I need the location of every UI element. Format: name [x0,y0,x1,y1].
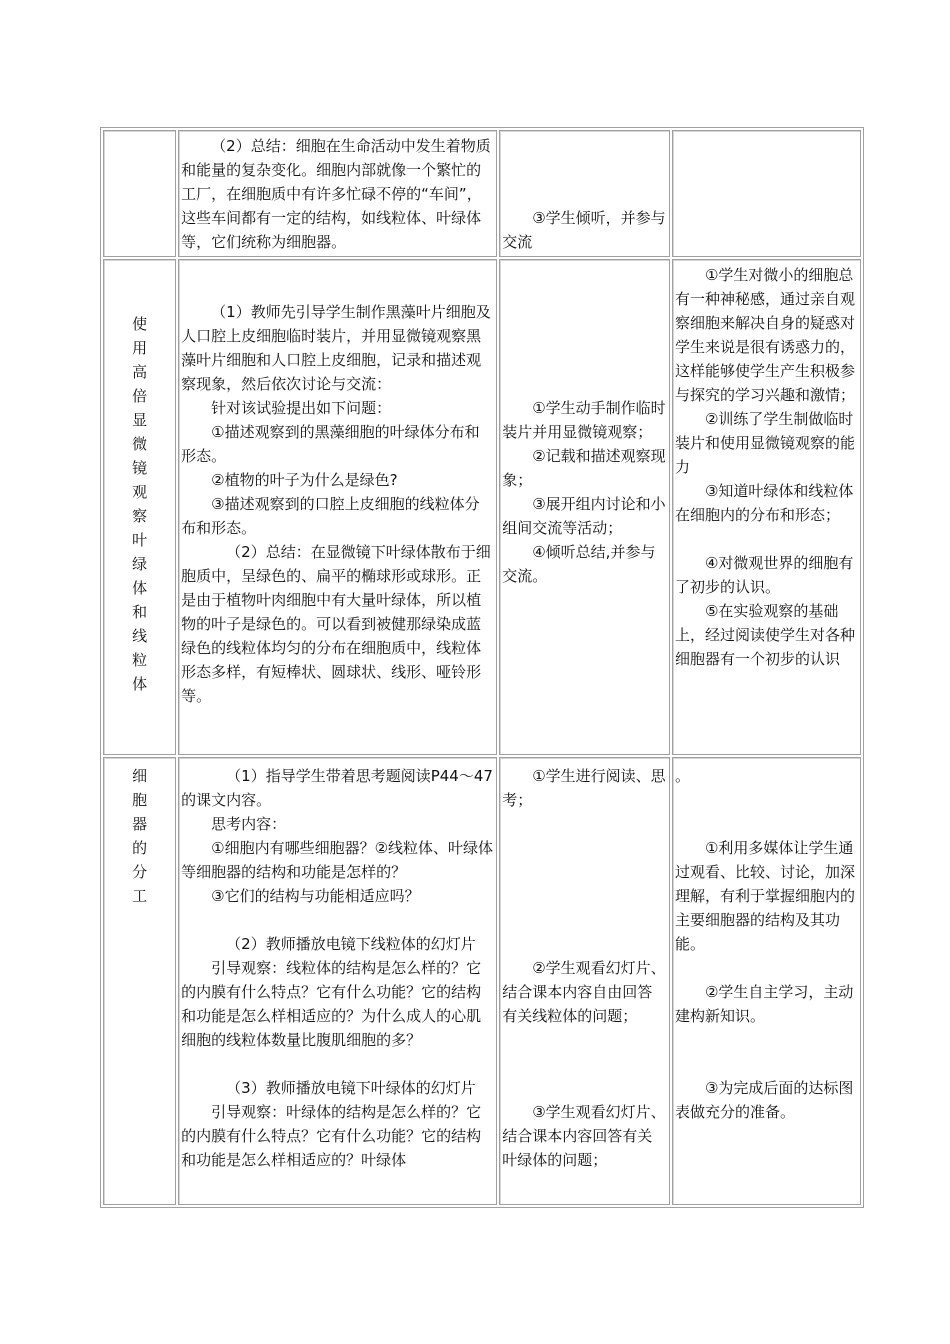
student-paragraph: ③学生倾听，并参与交流 [502,209,666,251]
teacher-activity-cell [178,259,497,755]
purpose-paragraph: ①学生对微小的细胞总有一种神秘感，通过亲自观察细胞来解决自身的疑惑对学生来说是很有诱惑力的，这样能够使学生产生积极参与探究的学习兴趣和激情； [674,266,855,404]
section-title-vertical [106,764,173,908]
teacher-paragraph: （3）教师播放电镜下叶绿体的幻灯片 [226,1079,476,1097]
section-title-char: 工 [132,887,148,905]
student-paragraph: ③学生观看幻灯片、结合课本内容回答有关叶绿体的问题； [502,1103,666,1169]
section-title-cell [103,130,176,257]
section-title-char: 器 [132,815,148,833]
section-title-char: 察 [132,507,148,525]
spacer [502,1028,667,1100]
student-paragraph: ④倾听总结,并参与交流。 [502,543,656,585]
student-paragraph: ①学生动手制作临时装片并用显微镜观察； [502,399,666,441]
section-title-char: 高 [132,363,148,381]
section-title-char: 用 [132,339,148,357]
teacher-paragraph: ①描述观察到的黑藻细胞的叶绿体分布和形态。 [181,423,480,465]
design-purpose-cell [672,130,861,257]
section-title-char: 绿 [132,555,148,573]
teacher-paragraph: （2）总结：细胞在生命活动中发生着物质和能量的复杂变化。细胞内部就像一个繁忙的工厂，在细胞质中有许多忙碌不停的“车间”，这些车间都有一定的结构，如线粒体、叶绿体等，它们统称为细胞器。 [181,137,491,251]
section-title-char: 粒 [132,651,148,669]
spacer [181,1052,494,1076]
student-activity-cell [499,757,670,1205]
section-title-char: 显 [132,411,148,429]
section-title-char: 线 [132,627,148,645]
teacher-paragraph: （2）总结：在显微镜下叶绿体散布于细胞质中，呈绿色的、扁平的椭球形或球形。正是由于植物叶肉细胞中有大量叶绿体，所以植物的叶子是绿色的。可以看到被健那绿染成蓝绿色的线粒体均匀的分布在细胞质中，线粒体形态多样，有短棒状、圆球状、线形、哑铃形等。 [181,543,491,705]
purpose-paragraph: ⑤在实验观察的基础上，经过阅读使学生对各种细胞器有一个初步的认识 [674,602,855,668]
teacher-paragraph: 引导观察：叶绿体的结构是怎么样的？它的内膜有什么特点？它有什么功能？它的结构和功能是怎么样相适应的？叶绿体 [181,1103,482,1169]
teacher-activity-cell [178,757,497,1205]
teacher-activity-cell [178,130,497,257]
student-activity-cell [499,259,670,755]
teacher-paragraph: ②植物的叶子为什么是绿色? [211,471,398,489]
spacer [181,908,494,932]
teacher-paragraph: （1）指导学生带着思考题阅读P44～47的课文内容。 [181,767,493,809]
section-title-char: 分 [132,863,148,881]
table-row [103,757,861,1205]
table-row [103,130,861,257]
section-title-char: 的 [132,839,148,857]
purpose-paragraph: ②训练了学生制做临时装片和使用显微镜观察的能力 [674,410,855,476]
section-title-char: 叶 [132,531,148,549]
section-title-char: 体 [132,579,148,597]
section-title-cell [103,757,176,1205]
purpose-paragraph: ③为完成后面的达标图表做充分的准备。 [674,1079,854,1121]
section-title-char: 体 [132,675,148,693]
section-title-vertical [106,312,173,696]
teacher-paragraph: ③它们的结构与功能相适应吗？ [211,887,420,905]
section-title-char: 和 [132,603,148,621]
purpose-paragraph: ③知道叶绿体和线粒体在细胞内的分布和形态； [674,482,854,524]
spacer [502,812,667,956]
purpose-paragraph: 。 [674,767,690,785]
teacher-paragraph: 思考内容： [211,815,287,833]
spacer [675,788,858,836]
design-purpose-cell [672,757,861,1205]
teacher-paragraph: 引导观察：线粒体的结构是怎么样的？它的内膜有什么特点？它有什么功能？它的结构和功能是怎么样相适应的？为什么成人的心肌细胞的线粒体数量比腹肌细胞的多？ [181,959,482,1049]
purpose-paragraph: ②学生自主学习，主动建构新知识。 [674,983,854,1025]
student-paragraph: ①学生进行阅读、思考； [502,767,666,809]
section-title-char: 镜 [132,459,148,477]
teacher-paragraph: ③描述观察到的口腔上皮细胞的线粒体分布和形态。 [181,495,480,537]
section-title-char: 微 [132,435,148,453]
teacher-paragraph: ①细胞内有哪些细胞器？②线粒体、叶绿体等细胞器的结构和功能是怎样的？ [181,839,494,881]
spacer [675,1028,858,1076]
spacer [675,527,858,551]
section-title-char: 倍 [132,387,148,405]
purpose-paragraph: ①利用多媒体让学生通过观看、比较、讨论，加深理解，有利于掌握细胞内的主要细胞器的结构及其功能。 [674,839,855,953]
section-title-char: 胞 [132,791,148,809]
student-paragraph: ②记载和描述观察现象； [502,447,666,489]
design-purpose-cell [672,259,861,755]
section-title-cell [103,259,176,755]
student-activity-cell [499,130,670,257]
table-row [103,259,861,755]
purpose-paragraph: ④对微观世界的细胞有了初步的认识。 [674,554,854,596]
section-title-char: 细 [132,767,148,785]
teacher-paragraph: （1）教师先引导学生制作黑藻叶片细胞及人口腔上皮细胞临时装片，并用显微镜观察黑藻叶片细胞和人口腔上皮细胞，记录和描述观察现象，然后依次讨论与交流： [181,303,491,393]
spacer [675,956,858,980]
section-title-char: 观 [132,483,148,501]
teacher-paragraph: 针对该试验提出如下问题： [211,399,392,417]
student-paragraph: ②学生观看幻灯片、结合课本内容自由回答有关线粒体的问题； [502,959,666,1025]
teacher-paragraph: （2）教师播放电镜下线粒体的幻灯片 [226,935,476,953]
student-paragraph: ③展开组内讨论和小组间交流等活动； [502,495,666,537]
section-title-char: 使 [132,315,148,333]
lesson-plan-table [100,127,864,1208]
